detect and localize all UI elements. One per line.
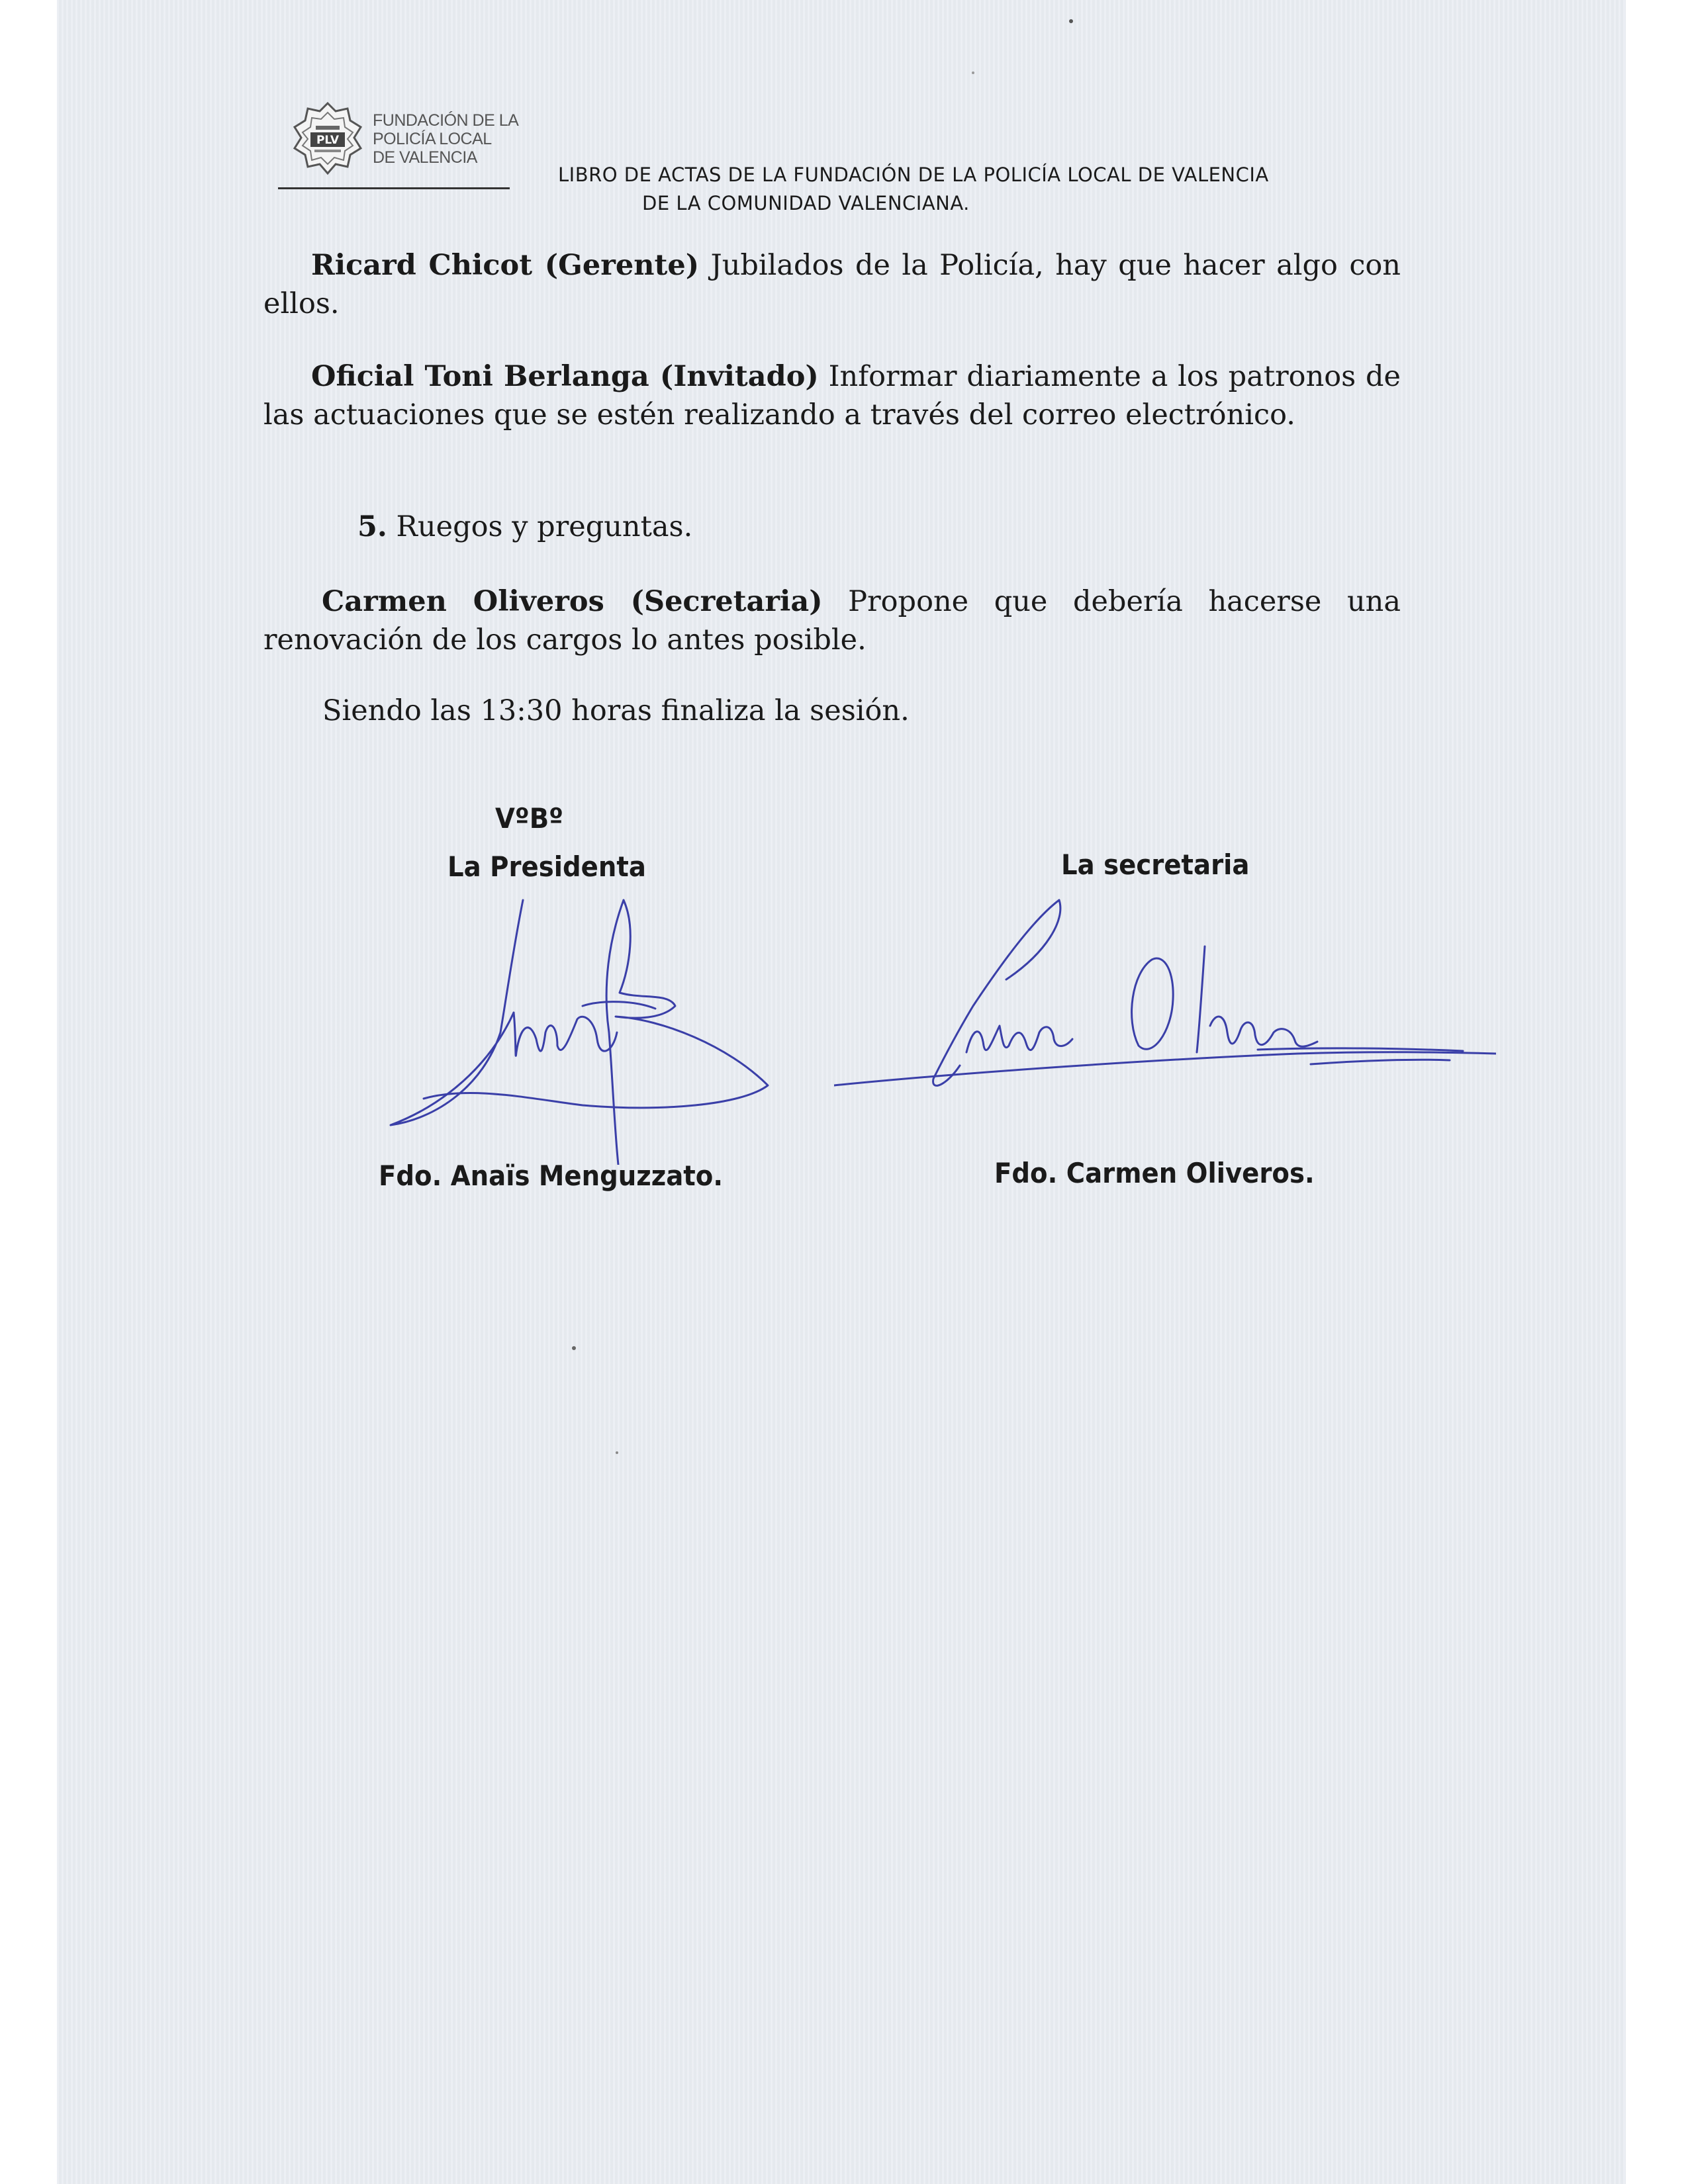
- header-title-line-2: DE LA COMUNIDAD VALENCIANA.: [642, 192, 970, 214]
- speaker-name: Carmen Oliveros (Secretaria): [322, 585, 823, 618]
- agenda-text: Ruegos y preguntas.: [387, 510, 693, 543]
- logo-line-1: FUNDACIÓN DE LA: [373, 111, 519, 130]
- secretaria-title: La secretaria: [1061, 848, 1250, 881]
- paragraph-text: Jubilados de la Policía, hay que hacer algo con ellos.: [263, 249, 1401, 320]
- paragraph-text: Informar diariamente a los patronos de las actuaciones que se estén realizando a través del correo electrónico.: [263, 360, 1401, 432]
- closing-statement: Siendo las 13:30 horas finaliza la sesión.: [322, 694, 910, 727]
- speaker-name: Oficial Toni Berlanga (Invitado): [311, 360, 819, 393]
- logo-line-2: POLICÍA LOCAL: [373, 130, 492, 148]
- vobo-label: VºBº: [495, 802, 563, 835]
- secretaria-name: Fdo. Carmen Oliveros.: [994, 1157, 1315, 1189]
- presidenta-name: Fdo. Anaïs Menguzzato.: [379, 1160, 724, 1192]
- presidenta-title: La Presidenta: [447, 850, 646, 883]
- agenda-number: 5.: [357, 510, 387, 543]
- logo-badge-text: PLV: [316, 134, 340, 147]
- speaker-name: Ricard Chicot (Gerente): [311, 249, 700, 282]
- logo-line-3: DE VALENCIA: [373, 148, 477, 167]
- paragraph-text: Propone que debería hacerse una renovación de los cargos lo antes posible.: [263, 585, 1401, 657]
- header-title-line-1: LIBRO DE ACTAS DE LA FUNDACIÓN DE LA POLICÍA LOCAL DE VALENCIA: [558, 163, 1269, 186]
